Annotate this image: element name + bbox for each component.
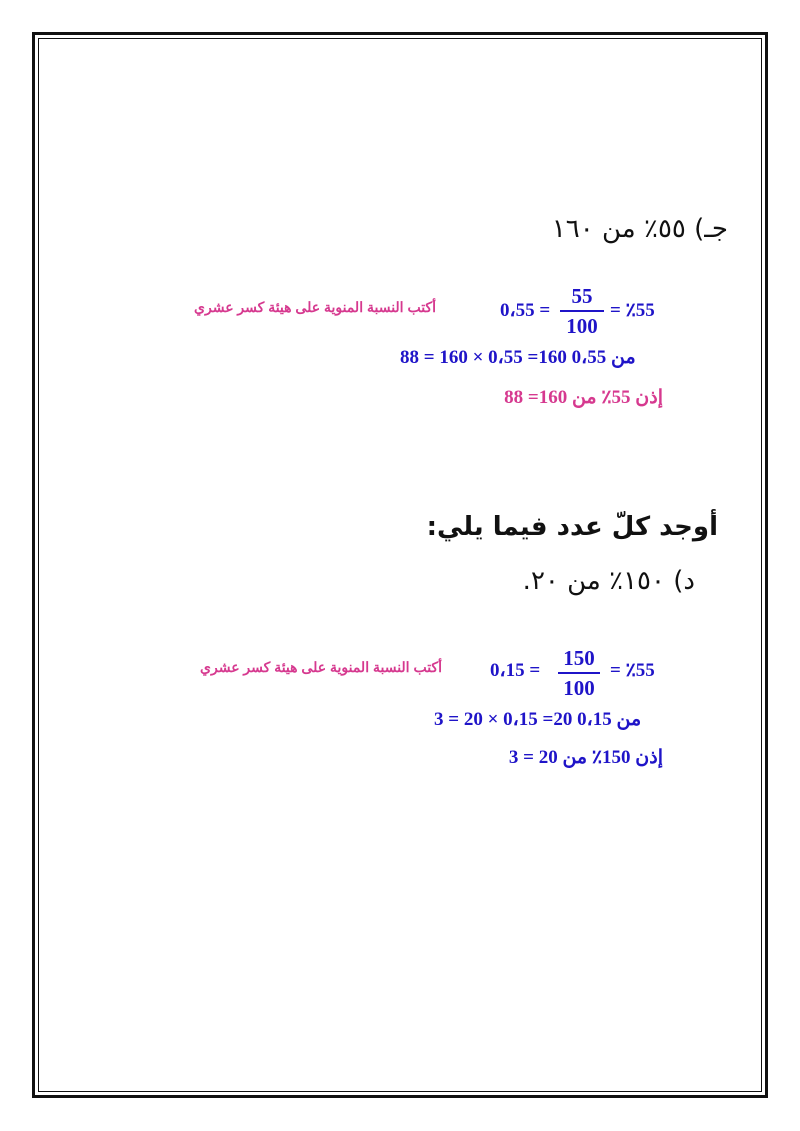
part-d-denominator: 100: [563, 676, 595, 700]
part-c-heading: جـ) ٥٥٪ من ١٦٠: [551, 214, 728, 244]
part-d-heading: د) ١٥٠٪ من ٢٠.: [522, 566, 695, 596]
part-c-fraction: [560, 285, 604, 337]
part-c-decimal: 0،55 =: [500, 300, 551, 321]
fraction-bar: [560, 310, 604, 312]
part-c-step: 88 = 160 × 0،55 =160 من 0،55: [400, 347, 636, 368]
page-border-inner: [38, 38, 762, 1092]
part-c-percent: = ٪55: [610, 300, 655, 321]
part-c-numerator: 55: [571, 284, 593, 308]
part-d-percent: = ٪55: [610, 660, 655, 681]
part-d-step: 3 = 20 × 0،15 =20 من 0،15: [434, 709, 642, 730]
part-d-conclusion: إذن 150٪ من 20 = 3: [508, 747, 663, 768]
fraction-bar: [558, 672, 600, 674]
part-c-conclusion: إذن 55٪ من 160= 88: [504, 387, 663, 408]
part-c-hint: أكتب النسبة المنوية على هيئة كسر عشري: [194, 299, 436, 315]
part-d-fraction: [558, 647, 600, 699]
part-c-denominator: 100: [566, 314, 598, 338]
part-d-numerator: 150: [563, 646, 595, 670]
part-d-hint: أكتب النسبة المنوية على هيئة كسر عشري: [200, 659, 442, 675]
section-title: أوجد كلّ عدد فيما يلي:: [426, 512, 718, 542]
part-d-decimal: 0،15 =: [490, 660, 541, 681]
